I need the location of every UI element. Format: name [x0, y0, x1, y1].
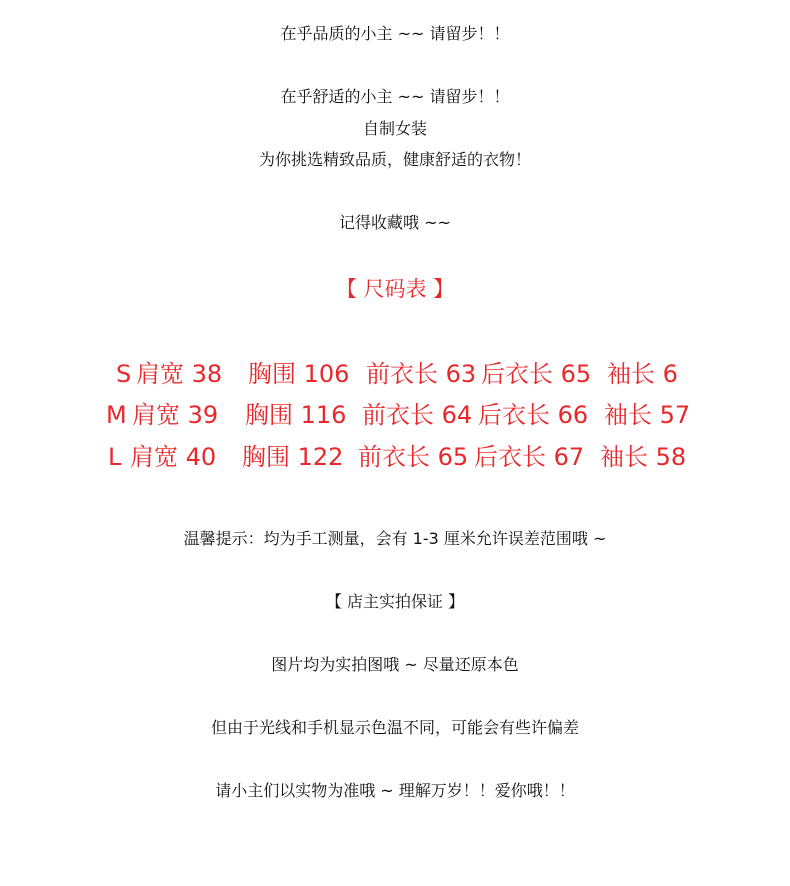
- front-length: 前衣长 64: [362, 401, 473, 429]
- size-label: S: [116, 360, 132, 388]
- intro-line-handmade: 自制女装: [362, 119, 427, 138]
- size-label: M: [106, 401, 127, 429]
- intro-line-quality: 在乎品质的小主 ~~ 请留步！！: [280, 24, 510, 43]
- size-label: L: [108, 443, 122, 471]
- photo-guarantee-title: 【 店主实拍保证 】: [325, 592, 465, 611]
- bust: 胸围 122: [242, 443, 344, 471]
- sleeve-length: 袖长 57: [604, 401, 691, 429]
- back-length: 后衣长 67: [474, 443, 585, 471]
- back-length: 后衣长 66: [478, 401, 589, 429]
- shoulder-width: 肩宽 38: [136, 360, 223, 388]
- back-length: 后衣长 65: [481, 360, 592, 388]
- measurement-tip: 温馨提示：均为手工测量，会有 1-3 厘米允许误差范围哦 ~: [183, 529, 607, 548]
- size-row-m: [0, 398, 790, 432]
- intro-line-selection: 为你挑选精致品质，健康舒适的衣物！: [258, 150, 531, 169]
- size-row-l: [0, 440, 790, 474]
- photo-note-real: 图片均为实拍图哦 ~ 尽量还原本色: [271, 655, 519, 674]
- photo-note-color-difference: 但由于光线和手机显示色温不同，可能会有些许偏差: [210, 718, 579, 737]
- size-chart-title: 【 尺码表 】: [335, 277, 455, 301]
- bust: 胸围 106: [248, 360, 350, 388]
- size-row-s: [0, 357, 790, 391]
- intro-line-favorite: 记得收藏哦 ~~: [339, 213, 451, 232]
- shoulder-width: 肩宽 39: [132, 401, 219, 429]
- intro-line-comfort: 在乎舒适的小主 ~~ 请留步！！: [280, 87, 510, 106]
- front-length: 前衣长 65: [358, 443, 469, 471]
- shoulder-width: 肩宽 40: [130, 443, 217, 471]
- bust: 胸围 116: [245, 401, 347, 429]
- sleeve-length: 袖长 6: [607, 360, 678, 388]
- front-length: 前衣长 63: [366, 360, 477, 388]
- photo-note-final: 请小主们以实物为准哦 ~ 理解万岁！！爱你哦！！: [215, 781, 575, 800]
- sleeve-length: 袖长 58: [600, 443, 687, 471]
